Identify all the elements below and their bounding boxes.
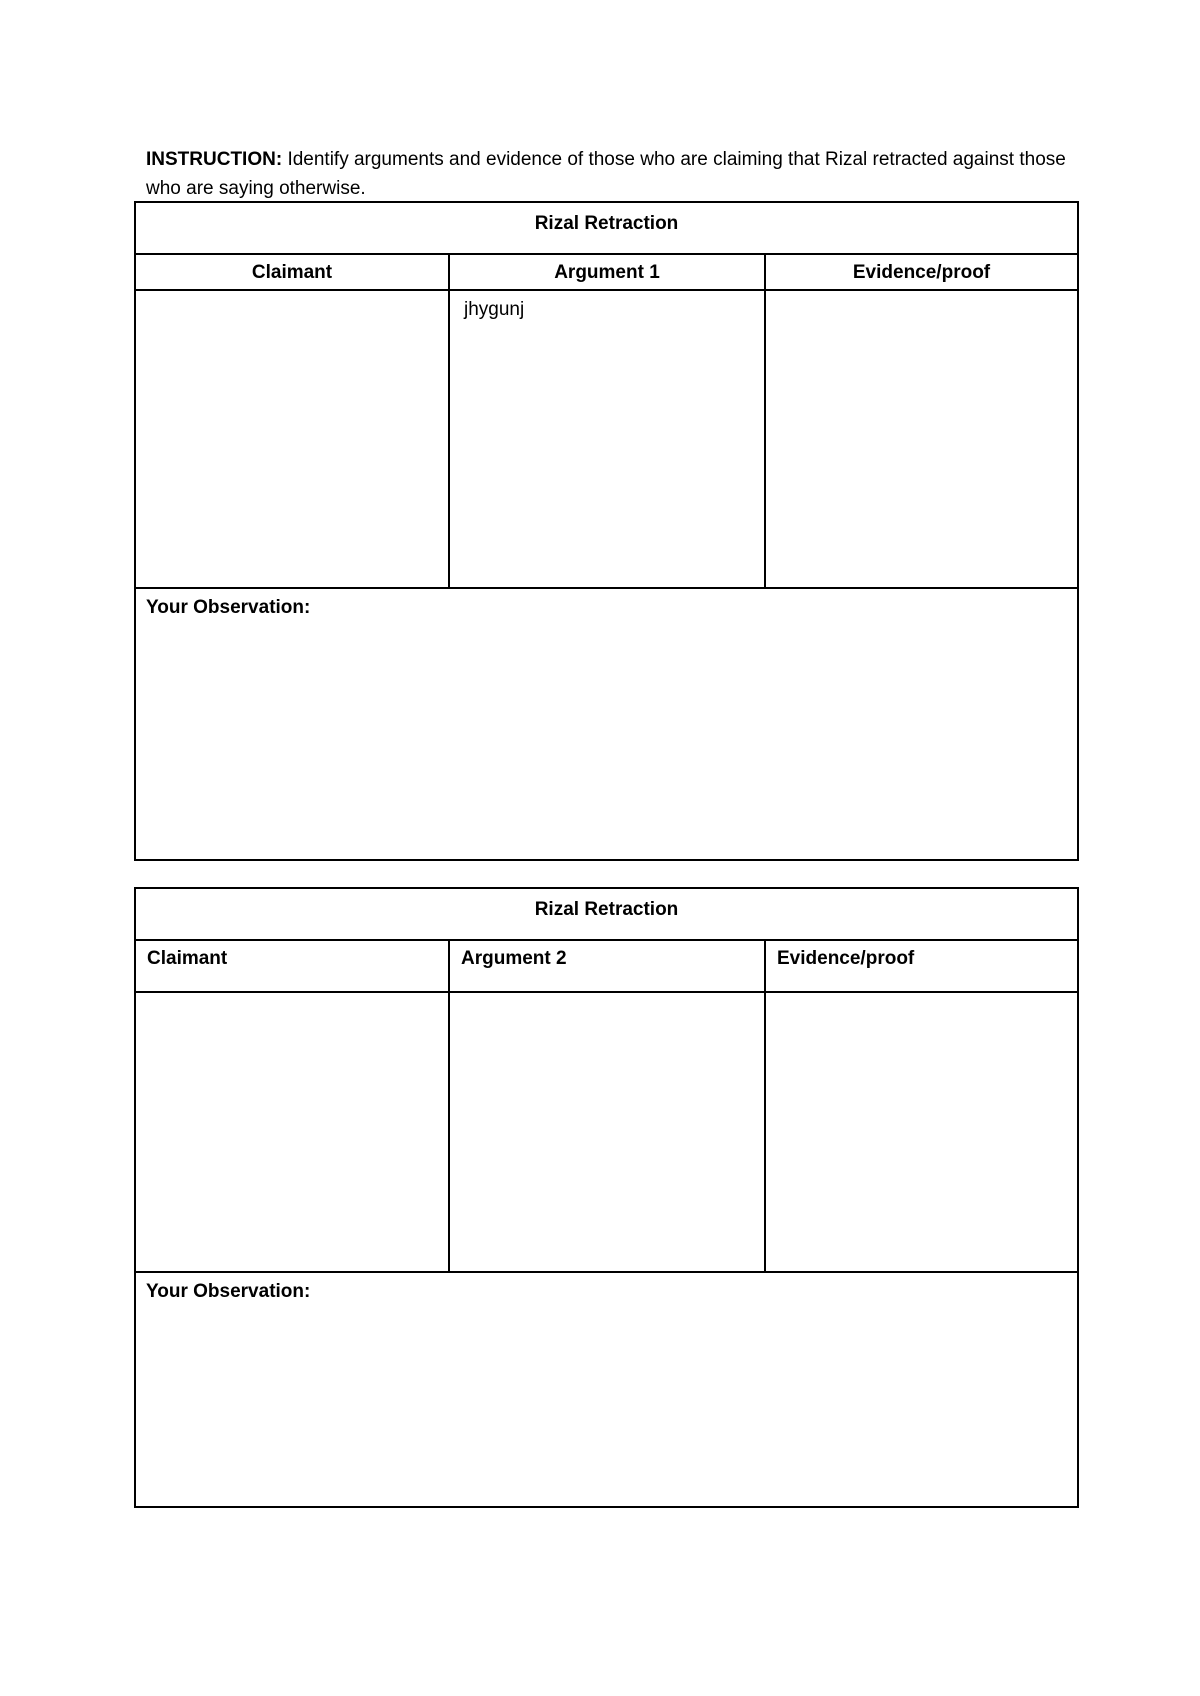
evidence-cell[interactable]	[766, 993, 1077, 1271]
table-title: Rizal Retraction	[136, 889, 1077, 941]
table-body-row	[136, 993, 1077, 1273]
argument-cell[interactable]: jhygunj	[450, 291, 766, 587]
claimant-cell[interactable]	[136, 291, 450, 587]
header-argument: Argument 1	[450, 255, 766, 289]
instruction-body: Identify arguments and evidence of those who are claiming that Rizal retracted against those who are saying otherwise.	[146, 149, 1066, 199]
argument-cell[interactable]	[450, 993, 766, 1271]
table-title: Rizal Retraction	[136, 203, 1077, 255]
observation-area[interactable]	[136, 589, 1077, 859]
retraction-table-2	[134, 887, 1079, 1508]
retraction-table-1	[134, 201, 1079, 861]
header-evidence: Evidence/proof	[777, 948, 915, 969]
table-body-row	[136, 291, 1077, 589]
table-header-row	[136, 255, 1077, 291]
header-claimant: Claimant	[136, 255, 450, 289]
claimant-cell[interactable]	[136, 993, 450, 1271]
instruction-text	[146, 145, 1066, 203]
header-evidence: Evidence/proof	[852, 262, 991, 283]
header-argument: Argument 2	[450, 941, 766, 991]
observation-label: Your Observation:	[146, 1281, 311, 1302]
instruction-label: INSTRUCTION:	[146, 149, 283, 170]
table-header-row	[136, 941, 1077, 993]
header-claimant: Claimant	[136, 941, 450, 991]
evidence-cell[interactable]	[766, 291, 1077, 587]
observation-area[interactable]	[136, 1273, 1077, 1506]
observation-label: Your Observation:	[146, 597, 311, 618]
